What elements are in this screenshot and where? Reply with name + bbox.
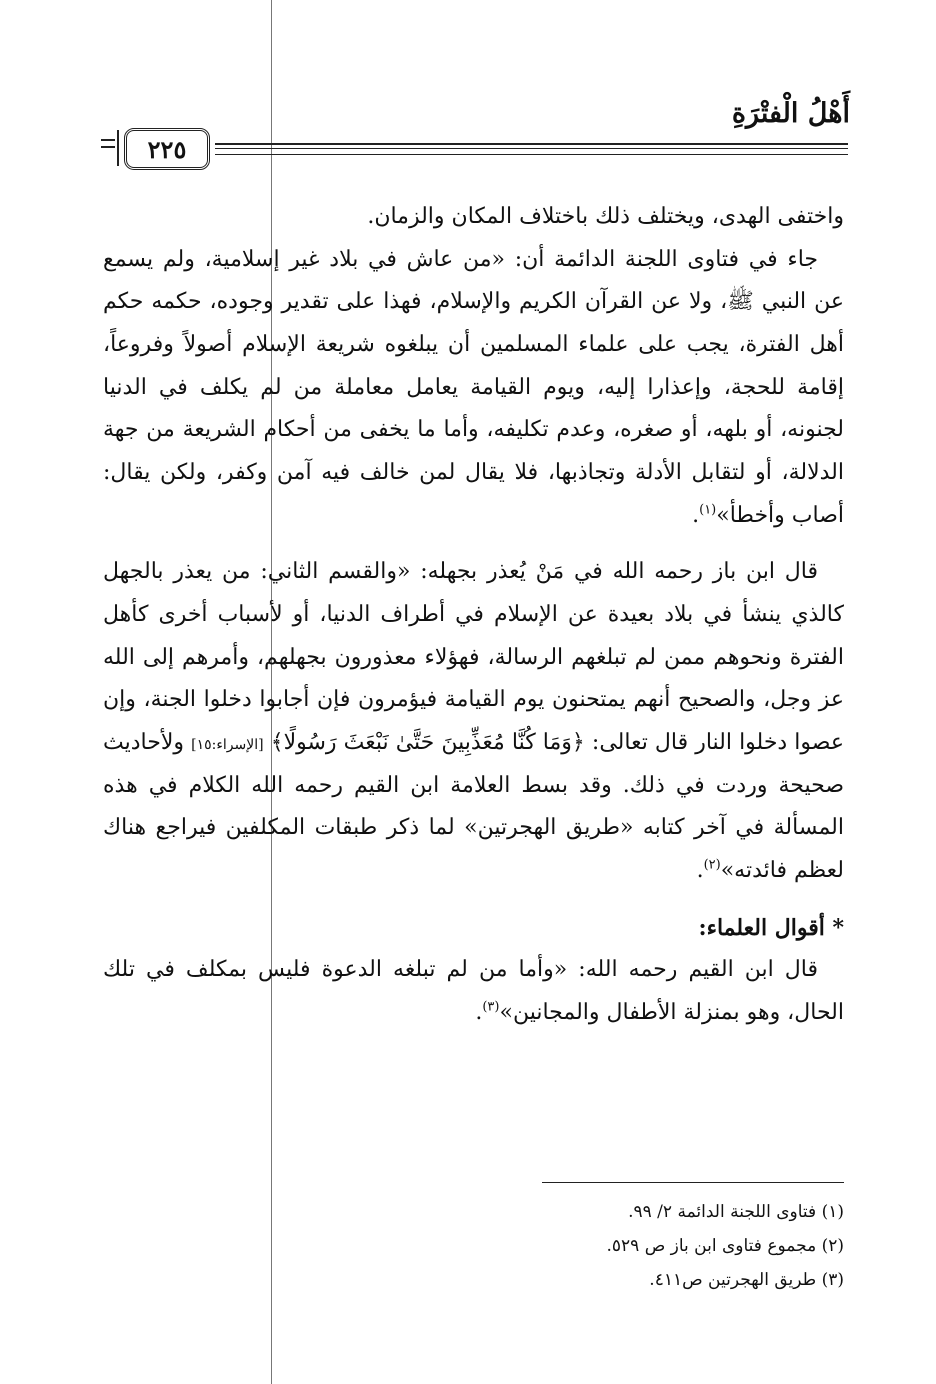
- paragraph-text: قال ابن القيم رحمه الله: «وأما من لم تبلغه الدعوة فليس بمكلف في تلك الحال، وهو بمنزلة الأطفال والمجانين»: [103, 957, 844, 1026]
- footnote: (٢) مجموع فتاوى ابن باز ص ٥٢٩.: [606, 1236, 844, 1256]
- main-text: [103, 196, 844, 1035]
- header-ornament: [101, 139, 115, 153]
- paragraph-text: واختفى الهدى، ويختلف ذلك باختلاف المكان والزمان.: [367, 204, 844, 229]
- footnote-ref[interactable]: (٢): [703, 857, 721, 873]
- verse-reference: [الإسراء:١٥]: [191, 737, 264, 754]
- footnote: (٣) طريق الهجرتين ص٤١١.: [649, 1270, 844, 1290]
- header-rule: [215, 148, 848, 149]
- footnotes: [484, 1195, 844, 1297]
- header-ornament: [117, 130, 119, 166]
- running-title: أَهْلُ الْفتْرَةِ: [731, 98, 850, 129]
- paragraph: قال ابن باز رحمه الله في مَنْ يُعذر بجهله: «والقسم الثاني: من يعذر بالجهل كالذي ينشأ في بلاد بعيدة عن الإسلام في أطراف الدنيا، أو لأسباب أخرى كأهل الفترة ونحوهم ممن لم تبلغهم الرسالة، فهؤلاء معذورون بجهلهم، وأمرهم إلى الله عز وجل، والصحيح أنهم يمتحنون يوم القيامة فيؤمرون فإن أجابوا دخلوا الجنة، وإن عصوا دخلوا النار قال تعالى: ﴿وَمَا كُنَّا مُعَذِّبِينَ حَتَّىٰ نَبْعَثَ رَسُولًا﴾ [الإسراء:١٥] ولأحاديث صحيحة وردت في ذلك. وقد بسط العلامة ابن القيم رحمه الله الكلام في هذه المسألة في آخر كتابه «طريق الهجرتين» لما ذكر طبقات المكلفين فيراجع هناك لعظم فائدته»$^{(٢)}$.: [103, 559, 844, 884]
- page-number: ٢٢٥: [124, 128, 210, 170]
- paragraph: جاء في فتاوى اللجنة الدائمة أن: «من عاش في بلاد غير إسلامية، ولم يسمع عن النبي ﷺ، ولا عن القرآن الكريم والإسلام، فهذا على تقدير وجوده، حكمه حكم أهل الفترة، يجب على علماء المسلمين أن يبلغوه شريعة الإسلام أصولاً وفروعاً، إقامة للحجة، وإعذارا إليه، ويوم القيامة يعامل معاملة من لم يكلف في الدنيا لجنونه، أو بلهه، أو صغره، وعدم تكليفه، وأما ما يخفى من أحكام الشريعة من جهة الدلالة، أو لتقابل الأدلة وتجاذبها، فلا يقال لمن خالف فيه آمن وكفر، ولكن يقال: أصاب وأخطأ»$^{(١)}$.: [103, 246, 845, 528]
- footnote-ref[interactable]: (٣): [482, 999, 500, 1015]
- footnote: (١) فتاوى اللجنة الدائمة ٢/ ٩٩.: [628, 1202, 844, 1222]
- paragraph-text: ولأحاديث صحيحة وردت في ذلك. وقد بسط العلامة ابن القيم رحمه الله الكلام في هذه المسألة في آخر كتابه «طريق الهجرتين» لما ذكر طبقات المكلفين فيراجع هناك لعظم فائدته»: [103, 730, 844, 884]
- header-rule: [215, 154, 848, 155]
- paragraph-text: جاء في فتاوى اللجنة الدائمة أن: «من عاش في بلاد غير إسلامية، ولم يسمع عن النبي ﷺ، ولا عن القرآن الكريم والإسلام، فهذا على تقدير وجوده، حكمه حكم أهل الفترة، يجب على علماء المسلمين أن يبلغوه شريعة الإسلام أصولاً وفروعاً، إقامة للحجة، وإعذارا إليه، ويوم القيامة يعامل معاملة من لم يكلف في الدنيا لجنونه، أو بلهه، أو صغره، وعدم تكليفه، وأما ما يخفى من أحكام الشريعة من جهة الدلالة، أو لتقابل الأدلة وتجاذبها، فلا يقال لمن خالف فيه آمن وكفر، ولكن يقال: أصاب وأخطأ»: [103, 246, 845, 528]
- paragraph: [103, 196, 844, 239]
- section-heading: * أقوال العلماء:: [698, 914, 844, 941]
- quran-verse: ﴿وَمَا كُنَّا مُعَذِّبِينَ حَتَّىٰ نَبْعَثَ رَسُولًا﴾: [270, 730, 585, 756]
- paragraph: قال ابن القيم رحمه الله: «وأما من لم تبلغه الدعوة فليس بمكلف في تلك الحال، وهو بمنزلة الأطفال والمجانين»$^{(٣)}$.: [103, 957, 844, 1026]
- footnote-ref[interactable]: (١): [699, 502, 717, 518]
- header-rule: [215, 143, 848, 145]
- paragraph-text: قال ابن باز رحمه الله في مَنْ يُعذر بجهله: «والقسم الثاني: من يعذر بالجهل كالذي ينشأ في بلاد بعيدة عن الإسلام في أطراف الدنيا، أو لأسباب أخرى كأهل الفترة ونحوهم ممن لم تبلغهم الرسالة، فهؤلاء معذورون بجهلهم، وأمرهم إلى الله عز وجل، والصحيح أنهم يمتحنون يوم القيامة فيؤمرون فإن أجابوا دخلوا الجنة، وإن عصوا دخلوا النار قال تعالى:: [103, 559, 844, 756]
- footnote-separator: [542, 1182, 844, 1183]
